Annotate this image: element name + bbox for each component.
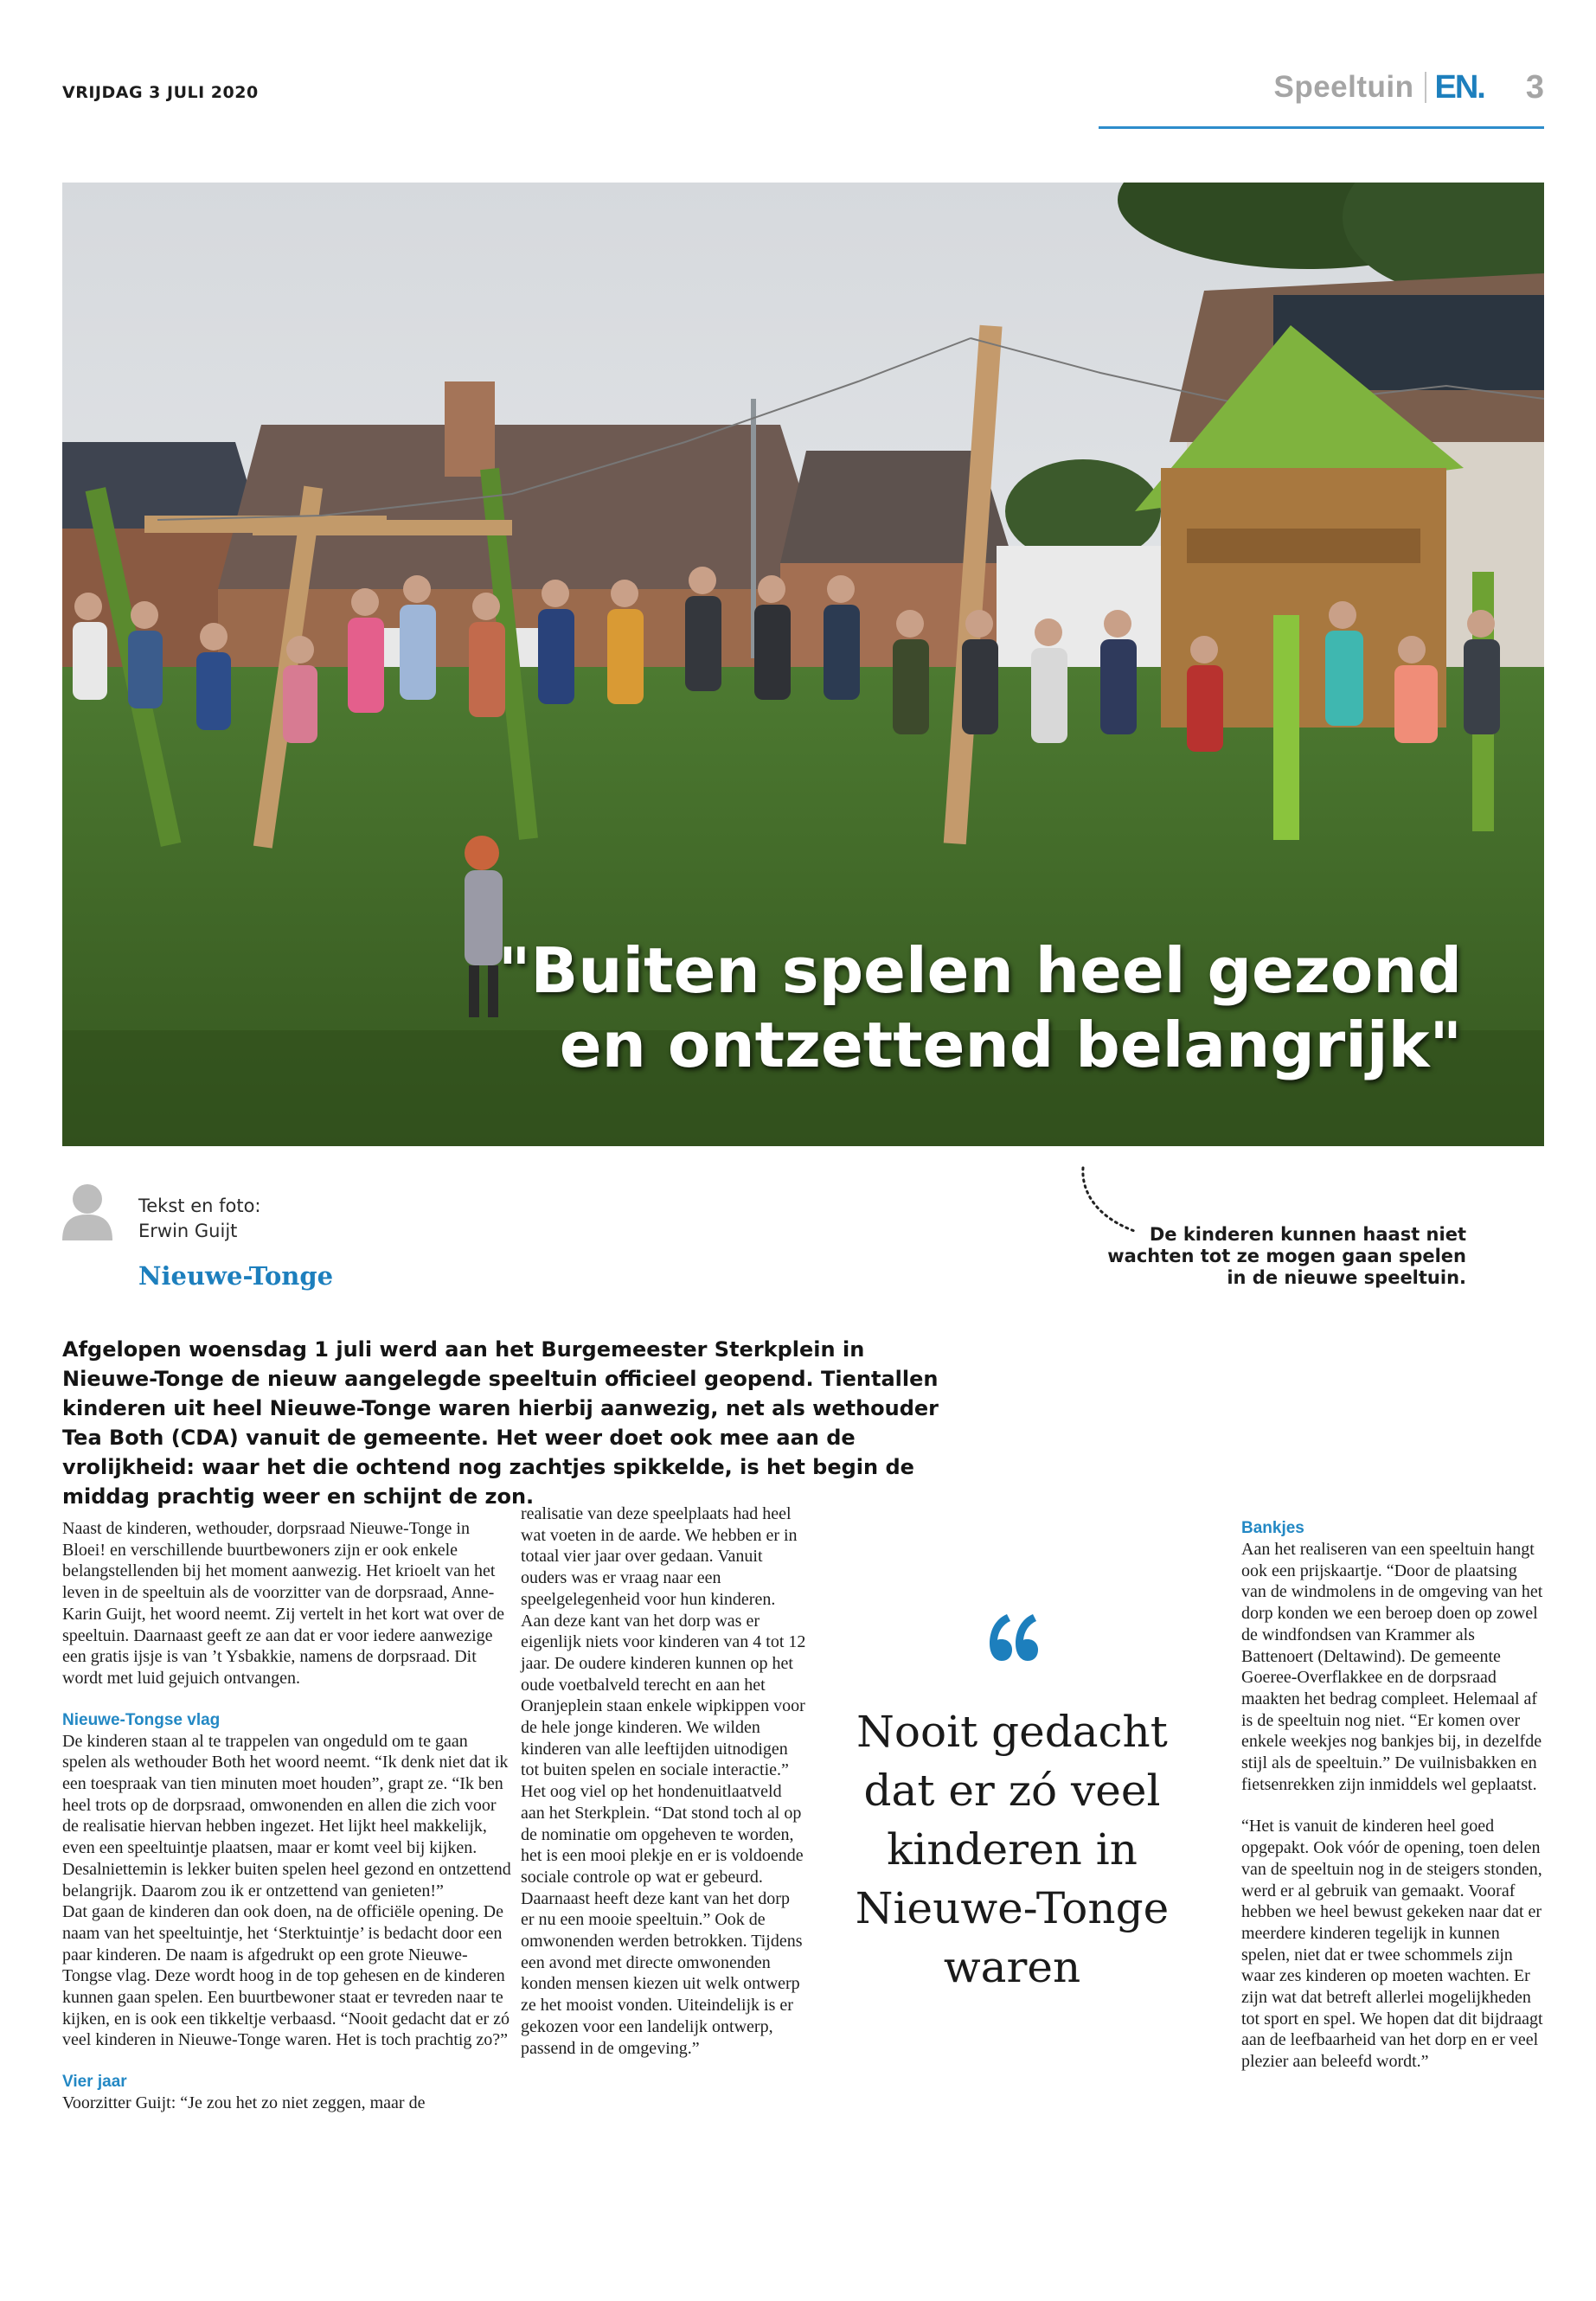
photo-caption: De kinderen kunnen haast niet wachten tot ze mogen gaan spelen in de nieuwe speeltuin. [1107, 1224, 1466, 1288]
dateline-location: Nieuwe-Tonge [138, 1261, 334, 1291]
lead-paragraph: Afgelopen woensdag 1 juli werd aan het Burgemeester Sterkplein in Nieuwe-Tonge de nieuw aangelegde speeltuin officieel geopend. Tientallen kinderen uit heel Nieuwe-Tonge waren hierbij aanwezig, net als wethouder Tea Both (CDA) vanuit de gemeente. Het weer doet ook mee aan de vrolijkheid: waar het die ochtend nog zachtjes spikkelde, is het begin de middag prachtig weer en schijnt de zon. [62, 1337, 939, 1509]
header-rule [1099, 126, 1544, 129]
byline-author: Erwin Guijt [138, 1221, 238, 1241]
paragraph: “Het is vanuit de kinderen heel goed opgepakt. Ook vóór de opening, toen delen van de speeltuin nog in de steigers stonden, werd er al gebruik van gemaakt. Vooraf hebben we heel bewust gekeken naar dat er meerdere kinderen tegelijk in kunnen spelen, niet dat er twee schommels zijn waar zes kinderen op moeten wachten. Er zijn wat dat betreft allerlei mogelijkheden tot sport en spel. We hopen dat dit bijdraagt aan de leefbaarheid van het dorp en er veel plezier aan beleefd wordt.” [1241, 1817, 1543, 2072]
subheading: Bankjes [1241, 1519, 1304, 1537]
paragraph: realisatie van deze speelplaats had heel wat voeten in de aarde. We hebben er in totaal vier jaar over gedaan. Vanuit ouders was er vraag naar een speelgelegenheid voor hun kinderen. Aan deze kant van het dorp was er eigenlijk niets voor kinderen van 4 tot 12 jaar. De oudere kinderen kunnen op het oude voetbalveld terecht en aan het Oranjeplein staan enkele wipkippen voor de hele jonge kinderen. We wilden kinderen van alle leeftijden uitnodigen tot buiten spelen en sociale interactie.” [521, 1504, 806, 1780]
paragraph: Het oog viel op het hondenuitlaatveld aan het Sterkplein. “Dat stond toch al op de nominatie om opgeheven te worden, het is een mooi plekje en er is voldoende sociale controle op wat er gebeurd. Daarnaast heeft deze kant van het dorp er nu een mooie speeltuin.” Ook de omwonenden werden betrokken. Tijdens een avond met directe omwonenden konden mensen kiezen uit welk ontwerp ze het mooist vonden. Uiteindelijk is er gekozen voor een landelijk ontwerp, passend in de omgeving.” [521, 1782, 804, 2058]
section-title: Speeltuin [1273, 70, 1414, 104]
paragraph: Voorzitter Guijt: “Je zou het zo niet zeggen, maar de [62, 2093, 426, 2113]
paragraph: Naast de kinderen, wethouder, dorpsraad Nieuwe-Tonge in Bloei! en verschillende buurtbewoners zijn er ook enkele belangstellenden bij het moment aanwezig. Het krioelt van het leven in de speeltuin als de voorzitter van de dorpsraad, Anne-Karin Guijt, het woord neemt. Zij vertelt in het kort wat over de speeltuin. Daarnaast geeft ze aan dat er voor iedere aanwezige een gratis ijsje is van ’t Ysbakkie, namens de dorpsraad. Dit wordt met luid gejuich ontvangen. [62, 1519, 504, 1688]
publication-logo: EN. [1434, 68, 1484, 106]
issue-date: VRIJDAG 3 JULI 2020 [62, 83, 259, 102]
body-column-1 [62, 1518, 512, 2114]
body-column-2 [521, 1503, 806, 2059]
paragraph: Dat gaan de kinderen dan ook doen, na de officiële opening. De naam van het speeltuintje, het ‘Sterktuintje’ is bedacht door een paar kinderen. De naam is afgedrukt op een grote Nieuwe-Tongse vlag. Deze wordt hoog in de top gehesen en de kinderen kunnen gaan spelen. Een buurtbewoner staat er tevreden naar te kijken, en is ook een tikkeltje verbaasd. “Nooit gedacht dat er zó veel kinderen in Nieuwe-Tonge waren. Het is toch prachtig zo?” [62, 1902, 510, 2050]
headline-line-2: en ontzettend belangrijk" [559, 1009, 1462, 1081]
headline-line-1: "Buiten spelen heel gezond [497, 934, 1462, 1007]
byline-label: Tekst en foto: [138, 1195, 261, 1216]
page-number: 3 [1525, 68, 1544, 106]
subheading: Vier jaar [62, 2073, 127, 2092]
pull-quote: Nooit gedacht dat er zó veel kinderen in Nieuwe-Tonge waren [855, 1707, 1170, 1992]
author-avatar-icon [62, 1182, 112, 1240]
byline [138, 1194, 261, 1244]
header-divider [1425, 72, 1426, 103]
section-header [1273, 66, 1544, 109]
main-photo [62, 183, 1544, 1146]
paragraph: De kinderen staan al te trappelen van ongeduld om te gaan spelen als wethouder Both het woord neemt. “Ik denk niet dat ik een toespraak van tien minuten moet houden”, grapt ze. “Ik ben heel trots op de dorpsraad, omwonenden en allen die zich voor de realisatie hiervan hebben ingezet. Het lijkt heel makkelijk, even een speeltuintje plaatsen, maar er komt veel bij kijken. Desalniettemin is lekker buiten spelen heel gezond en ontzettend belangrijk. Daarom zou ik er ontzettend van genieten!” [62, 1731, 511, 1900]
photo-headline [498, 933, 1462, 1082]
body-column-4 [1241, 1518, 1544, 2073]
subheading: Nieuwe-Tongse vlag [62, 1710, 221, 1729]
quote-mark-icon [986, 1611, 1038, 1671]
paragraph: Aan het realiseren van een speeltuin hangt ook een prijskaartje. “Door de plaatsing van de windmolens in de omgeving van het dorp konden we een beroep doen op zowel de windfondsen van Krammer als Battenoert (Deltawind). De gemeente Goeree-Overflakkee en de dorpsraad maakten het bedrag compleet. Helemaal af is de speeltuin nog niet. “Er komen over enkele weekjes nog bankjes bij, in dezelfde stijl als de speeltuin.” De vuilnisbakken en fietsenrekken zijn inmiddels wel geplaatst. [1241, 1540, 1543, 1794]
